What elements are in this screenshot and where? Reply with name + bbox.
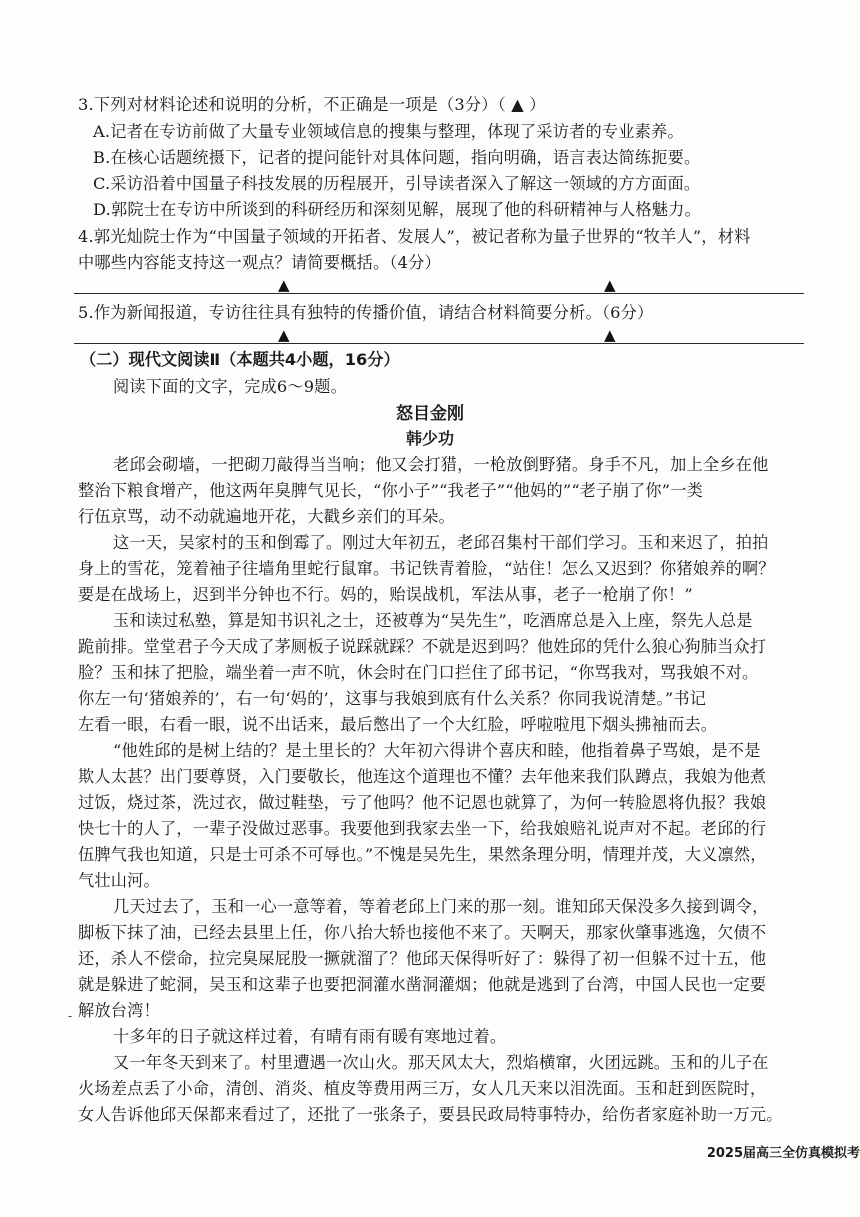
pen-stroke-mark: - (68, 1009, 73, 1023)
answer-mark-q4-left: ▲ (278, 276, 290, 294)
article-line: 脚板下抹了油，已经去县里上任，你八抬大轿也接他不来了。天啊天，那家伙肇事逃逸，欠债不 (78, 923, 767, 942)
answer-mark-q5-left: ▲ (278, 326, 290, 344)
article-line: 还，杀人不偿命，拉完臭屎屁股一撅就溜了？他邱天保得听好了：躲得了初一但躲不过十五，他 (78, 949, 767, 968)
answer-mark-q5-right: ▲ (604, 326, 616, 344)
article-line: 老邱会砌墙，一把砌刀敲得当当响；他又会打猎，一枪放倒野猪。身手不凡，加上全乡在他 (113, 455, 769, 474)
page-footer: 2025届高三全仿真模拟考 (706, 1146, 860, 1161)
question-3-option-c: C.采访沿着中国量子科技发展的历程展开，引导读者深入了解这一领域的方方面面。 (93, 174, 701, 193)
article-title: 怒目金刚 (396, 404, 464, 424)
article-line: 这一天，吴家村的玉和倒霉了。刚过大年初五，老邱召集村干部们学习。玉和来迟了，拍拍 (113, 533, 769, 552)
section-heading: （二）现代文阅读Ⅱ（本题共4小题，16分） (80, 350, 400, 369)
article-line: 伍脾气我也知道，只是士可杀不可辱也。”不愧是吴先生，果然条理分明，情理并茂，大义凛然， (78, 845, 767, 864)
article-line: 要是在战场上，迟到半分钟也不行。妈的，贻误战机，军法从事，老子一枪崩了你！” (78, 585, 693, 604)
question-3-option-a: A.记者在专访前做了大量专业领域信息的搜集与整理，体现了采访者的专业素养。 (93, 122, 684, 141)
article-line: 气壮山河。 (78, 871, 160, 890)
question-3-option-b: B.在核心话题统摄下，记者的提问能针对具体问题，指向明确，语言表达简练扼要。 (93, 148, 701, 167)
answer-line-q4 (74, 293, 804, 294)
article-line: 解放台湾！ (78, 1001, 160, 1020)
article-line: 左看一眼，右看一眼，说不出话来，最后憋出了一个大红脸，呼啦啦甩下烟头拂袖而去。 (78, 715, 718, 734)
article-line: 十多年的日子就这样过着，有晴有雨有暖有寒地过着。 (113, 1027, 507, 1046)
answer-line-q5 (74, 343, 804, 344)
question-4-line-1: 4.郭光灿院士作为“中国量子领域的开拓者、发展人”，被记者称为量子世界的“牧羊人”，材料 (78, 227, 751, 246)
question-3-stem: 3.下列对材料论述和说明的分析，不正确是一项是（3分）（ ▲ ） (78, 95, 546, 114)
article-line: 整治下粮食增产，他这两年臭脾气见长，“你小子”“我老子”“他妈的”“老子崩了你”一类 (78, 481, 703, 500)
article-line: 欺人太甚？出门要尊贤，入门要敬长，他连这个道理也不懂？去年他来我们队蹲点，我娘为他煮 (78, 767, 767, 786)
article-line: 又一年冬天到来了。村里遭遇一次山火。那天风太大，烈焰横窜，火团远跳。玉和的儿子在 (113, 1053, 769, 1072)
question-3-option-d: D.郭院士在专访中所谈到的科研经历和深刻见解，展现了他的科研精神与人格魅力。 (93, 200, 701, 219)
article-author: 韩少功 (405, 429, 454, 448)
article-line: 玉和读过私塾，算是知书识礼之士，还被尊为“吴先生”，吃酒席总是入上座，祭先人总是 (113, 611, 753, 630)
article-line: 就是躲进了蛇洞，吴玉和这辈子也要把洞灌水凿洞灌烟；他就是逃到了台湾，中国人民也一定要 (78, 975, 767, 994)
question-5-stem: 5.作为新闻报道，专访往往具有独特的传播价值，请结合材料简要分析。（6分） (78, 303, 654, 322)
article-line: 跪前排。堂堂君子今天成了茅厕板子说踩就踩？不就是迟到吗？他姓邱的凭什么狼心狗肺当众打 (78, 637, 767, 656)
article-line: 女人告诉他邱天保都来看过了，还批了一张条子，要县民政局特事特办，给伤者家庭补助一万元。 (78, 1105, 783, 1124)
article-line: 火场差点丢了小命，清创、消炎、植皮等费用两三万，女人几天来以泪洗面。玉和赶到医院时， (78, 1079, 767, 1098)
article-line: 过饭，烧过茶，洗过衣，做过鞋垫，亏了他吗？他不记恩也就算了，为何一转脸恩将仇报？我娘 (78, 793, 767, 812)
article-line: 快七十的人了，一辈子没做过恶事。我要他到我家去坐一下，给我娘赔礼说声对不起。老邱的行 (78, 819, 767, 838)
article-line: 几天过去了，玉和一心一意等着，等着老邱上门来的那一刻。谁知邱天保没多久接到调令， (113, 897, 769, 916)
answer-mark-q4-right: ▲ (604, 276, 616, 294)
section-instruction: 阅读下面的文字，完成6～9题。 (113, 377, 348, 396)
article-line: 你左一句‘猪娘养的’，右一句‘妈的’，这事与我娘到底有什么关系？你同我说清楚。”书记 (78, 689, 707, 708)
article-line: 行伍京骂，动不动就遍地开花，大戳乡亲们的耳朵。 (78, 507, 455, 526)
article-line: 脸？玉和抹了把脸，端坐着一声不吭，休会时在门口拦住了邱书记，“你骂我对，骂我娘不对。 (78, 663, 759, 682)
question-4-line-2: 中哪些内容能支持这一观点？请简要概括。（4分） (78, 253, 441, 272)
article-line: 身上的雪花，笼着袖子往墙角里蛇行鼠窜。书记铁青着脸，“站住！怎么又迟到？你猪娘养的啊？ (78, 559, 775, 578)
article-line: “他姓邱的是树上结的？是土里长的？大年初六得讲个喜庆和睦，他指着鼻子骂娘，是不是 (113, 741, 761, 760)
